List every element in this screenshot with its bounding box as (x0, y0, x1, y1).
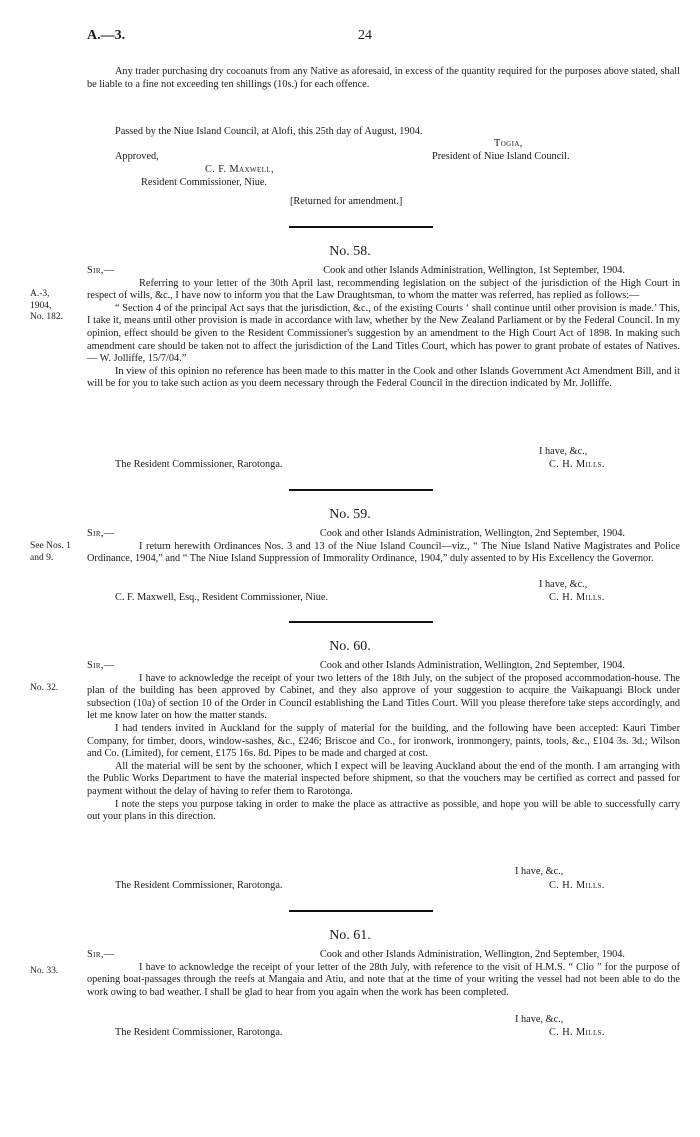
letter-number: No. 59. (329, 507, 371, 522)
signature: C. H. Mills. (549, 459, 605, 470)
resident-commissioner-niue: Resident Commissioner, Niue. (141, 177, 268, 188)
passed-line: Passed by the Niue Island Council, at Alofi, this 25th day of August, 1904. (115, 126, 423, 137)
salutation: Sir,— (87, 949, 115, 960)
addressee: C. F. Maxwell, Esq., Resident Commissioner, Niue. (115, 592, 328, 603)
closing: I have, &c., (539, 446, 588, 457)
ordinance-penalty-paragraph: Any trader purchasing dry cocoanuts from any Native as aforesaid, in excess of the quantity required for the purposes above stated, shall be liable to a fine not exceeding ten shillings (10s.) for each offence. (87, 66, 680, 90)
section-divider (289, 226, 433, 228)
letter-61 (87, 949, 680, 999)
section-divider (289, 621, 433, 623)
addressee: The Resident Commissioner, Rarotonga. (115, 459, 283, 470)
returned-note: [Returned for amendment.] (290, 196, 403, 207)
side-note: A.-3, 1904, No. 182. (30, 289, 63, 322)
letter-number: No. 60. (329, 639, 371, 654)
section-divider (289, 910, 433, 912)
maxwell-signature: C. F. Maxwell, (205, 164, 274, 175)
closing: I have, &c., (515, 1014, 564, 1025)
letter-59 (87, 528, 680, 566)
closing: I have, &c., (515, 866, 564, 877)
letter-paragraph: I had tenders invited in Auckland for the supply of material for the building, and the following have been accepted: Kauri Timber Company, for timber, doors, window-sashes, &c., £246; Briscoe and Co., for ironwork, ironmongery, paints, tools, &c., £104 3s. 3d.; Wilson and Co. (Limited), for cement, £175 16s. 8d. Pipes to be made and charged at cost. (87, 722, 680, 760)
salutation: Sir,— (87, 528, 115, 539)
side-note: See Nos. 1 and 9. (30, 541, 71, 563)
section-reference: A.—3. (87, 28, 126, 43)
section-divider (289, 489, 433, 491)
letter-paragraph: I have to acknowledge the receipt of your two letters of the 18th July, on the subject of the proposed accommodation-house. The plan of the building has been approved by Cabinet, and they also approve of your suggestion to acquire the Vaikapuangi Block under subsection (10a) of section 10 of the Order in Council establishing the Land Titles Court. Will you please therefore take steps accordingly, and let me know later on how the matter stands. (87, 672, 680, 722)
letter-58 (87, 265, 680, 391)
dateline: Cook and other Islands Administration, Wellington, 2nd September, 1904. (319, 660, 625, 671)
addressee: The Resident Commissioner, Rarotonga. (115, 880, 283, 891)
signature: C. H. Mills. (549, 1027, 605, 1038)
page-number: 24 (358, 28, 372, 43)
letter-paragraph: I return herewith Ordinances Nos. 3 and 13 of the Niue Island Council—viz., “ The Niue Island Native Magistrates and Police Ordinance, 1904,” and “ The Niue Island Suppression of Immorality Ordinance, 1904,” duly assented to by His Excellency the Governor. (87, 540, 680, 565)
salutation: Sir,— (87, 265, 115, 276)
letter-paragraph: All the material will be sent by the schooner, which I expect will be leaving Auckland about the end of the month. I am arranging with the Public Works Department to have the material inspected before shipment, so that the vouchers may be certified as correct and passed for payment without the delay of having to refer them to Rarotonga. (87, 760, 680, 797)
letter-paragraph: I note the steps you purpose taking in order to make the place as attractive as possible, and hope you will be able to successfully carry out your plans in this direction. (87, 798, 680, 823)
salutation: Sir,— (87, 660, 115, 671)
letter-paragraph: “ Section 4 of the principal Act says that the jurisdiction, &c., of the existing Courts ‘ shall continue until other provision is made.’ This, I take it, means until other provision is made in accordance with law, whether by the New Zealand Parliament or by the Federal Council. In my opinion, effect should be given to the Resident Commissioner's suggestion by an amendment to the High Court Act of 1898. In making such amendment care should be taken not to affect the jurisdiction of the Land Titles Court, which has power to grant probate of estates of Natives.— W. Jolliffe, 15/7/04.” (87, 302, 680, 365)
letter-paragraph: Referring to your letter of the 30th April last, recommending legislation on the subject of the jurisdiction of the High Court in respect of wills, &c., I have now to inform you that the Law Draughtsman, to whom the matter was referred, has replied as follows:— (87, 277, 680, 302)
addressee: The Resident Commissioner, Rarotonga. (115, 1027, 283, 1038)
closing: I have, &c., (539, 579, 588, 590)
letter-paragraph: I have to acknowledge the receipt of your letter of the 28th July, with reference to the visit of H.M.S. “ Clio ” for the purpose of opening boat-passages through the reefs at Mangaia and Atiu, and note that at the time of your writing the vessel had not been able to do the work owing to bad weather. I shall be glad to hear from you again when the work has been completed. (87, 961, 680, 998)
letter-number: No. 61. (329, 928, 371, 943)
dateline: Cook and other Islands Administration, Wellington, 1st September, 1904. (323, 265, 625, 276)
president-title: President of Niue Island Council. (432, 151, 570, 162)
togia-signature: Togia, (494, 138, 523, 149)
side-note: No. 33. (30, 966, 59, 976)
letter-60 (87, 660, 680, 824)
signature: C. H. Mills. (549, 880, 605, 891)
ordinance-continuation (87, 66, 680, 91)
side-note: No. 32. (30, 683, 59, 693)
approved-label: Approved, (115, 151, 159, 162)
dateline: Cook and other Islands Administration, Wellington, 2nd September, 1904. (319, 949, 625, 960)
signature: C. H. Mills. (549, 592, 605, 603)
dateline: Cook and other Islands Administration, Wellington, 2nd September, 1904. (319, 528, 625, 539)
letter-number: No. 58. (329, 244, 371, 259)
letter-paragraph: In view of this opinion no reference has been made to this matter in the Cook and other Islands Government Act Amendment Bill, and it will be for you to take such action as you deem necessary through the Federal Council in the direction indicated by Mr. Jolliffe. (87, 365, 680, 390)
